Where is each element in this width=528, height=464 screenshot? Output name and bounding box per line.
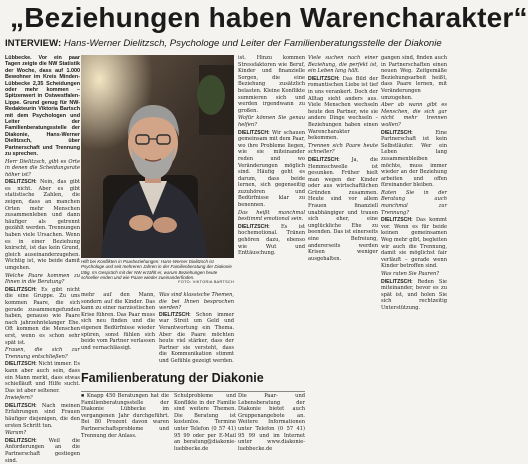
box-divider	[81, 391, 305, 392]
col6-answer-1: DIELITZSCH: Das Bild der romantischen Liebe ist tief in uns verankert. Doch der Alltag sieht anders aus. Viele Menschen wechseln heute den Partner, wie sie andere Dinge wechseln – Beziehungen haben einen Warencharakter bekommen.	[308, 75, 379, 142]
col7-answer-2: DIELITZSCH: Das kommt vor. Wenn es für beide keinen gemeinsamen Weg mehr gibt, begleiten wir auch die Trennung, damit sie möglichst fair verläuft – gerade wenn Kinder betroffen sind.	[381, 217, 448, 270]
column-7	[381, 55, 447, 460]
answer-mid: DIELITZSCH: Schon immer war Streit um Geld und Verantwortung ein Thema. Aber die Paare möchten heute viel stärker, dass der Partner sie versteht, dass die Kommunikation stimmt und Gefühle gezeigt werden.	[159, 311, 234, 364]
col5-answer-1: DIELITZSCH: Wir schauen gemeinsam mit dem Paar, wo ihre Probleme liegen, wie sie miteinander reden und wo Veränderungen möglich sind. Häufig geht es darum, dass beide lernen, sich gegenseitig zuzuhören und Bedürfnisse klar zu benennen.	[238, 129, 305, 209]
col7-answer-3: DIELITZSCH: Reden Sie miteinander, bevor es zu spät ist, und holen Sie sich rechtzeitig Unterstützung.	[381, 278, 447, 311]
col6-question-1: Viele suchen nach einer Beziehung, die perfekt ist, ein Leben lang hält.	[308, 55, 378, 75]
question-mid: Was sind klassische Themen, die bei Ihnen besprochen werden?	[159, 292, 234, 312]
subline-text: Hans-Werner Dielitzsch, Psychologe und Leiter der Familienberatungsstelle der Diakonie	[63, 38, 442, 49]
photo-credit: FOTO: VIKTORIA BARTSCH	[178, 280, 234, 285]
col7-answer-0: gangen sind, finden auch in Partnerschaften einen neuen Weg. Zeitgemäße Beziehungsarbeit heißt, dass Paare lernen, mit Veränderungen umzugehen.	[381, 55, 447, 101]
subline	[5, 37, 447, 51]
caption-text: Hilft bei Konflikten in Paarbeziehungen: Hans-Werner Dielitzsch ist Psychologe und seit mehreren Jahren in der Familienberatung der Diakonie tätig. Im Gespräch mit der NW erzählt er, warum Beziehungen heute schneller enden und wie Paare wieder zueinanderfinden.	[81, 259, 232, 280]
col5-question-1: Wofür können Sie genau helfen?	[238, 115, 305, 128]
answer-2: DIELITZSCH: Es gibt nicht die eine Gruppe. Zu uns kommen Paare, die sich gerade zusammengefunden haben, genauso wie Paare nach jahrzehntelanger Ehe. Oft kommen die Menschen erst, wenn es schon sehr spät ist.	[5, 286, 81, 346]
col6-question-2: Trennen sich Paare heute schneller?	[308, 142, 378, 156]
column-3	[159, 292, 234, 365]
bullet-icon: ■	[81, 393, 87, 399]
column-6	[308, 55, 378, 460]
column-5	[238, 55, 305, 361]
info-box-column-3: Die Paar- und Lebensberatung der Diakonie bietet auch Gruppenangebote an. Weitere Informationen unter Telefon (0 57 41) 95 99 und im Internet unter www.diakonie-luebbecke.de	[238, 393, 305, 452]
col5-answer-2: DIELITZSCH: Es ist hochemotional. Tränen gehören dazu, ebenso wie Wut und Enttäuschung.	[238, 223, 305, 257]
answer-3: DIELITZSCH: Nicht immer. Es kann aber auch sein, dass ein Mann merkt, dass etwas schiefläuft und Hilfe sucht. Das ist aber seltener.	[5, 361, 81, 394]
box-heading: Familienberatung der Diakonie	[81, 371, 264, 385]
middle-text-block	[81, 292, 234, 366]
answer-4: DIELITZSCH: Nach meinen Erfahrungen sind Frauen häufiger diejenigen, die den ersten Schritt tun.	[5, 402, 80, 429]
col5-question-2: Das heißt manchmal bestimmt emotional sein.	[238, 209, 305, 223]
info-box-column-2: Schulprobleme und Konflikte in der Familie sind weitere Themen. Die Beratung ist kostenlos. Termine unter Telefon (0 57 41) 95 99 oder per E-Mail an beratung@diakonie-luebbecke.de	[174, 393, 236, 452]
column-2: mehr auf den Mann, sondern auf die Kinder. Das kann zu einer narzisstischen Krise führen. Das Paar muss sich neu finden und die eigenen Bedürfnisse wieder spüren, sonst fühlen sich beide vom Partner verlassen und vernachlässigt.	[81, 292, 155, 351]
col7-question-1: Aber ab wann gibt es Menschen, die sich gar nicht mehr trennen wollen?	[381, 102, 447, 128]
photo-caption	[81, 259, 234, 291]
col7-answer-1: DIELITZSCH: Eine Partnerschaft ist kein Selbstläufer. Wer ein Leben lang zusammenbleiben möchte, muss immer wieder an der Beziehung arbeiten und offen füreinander bleiben.	[381, 129, 447, 189]
info-box-column-1	[81, 393, 169, 461]
question-2: Welche Paare kommen zu Ihnen in die Beratung?	[5, 272, 80, 286]
column-1	[5, 55, 80, 462]
question-3: Frauen, die sich zur Trennung entschließen?	[5, 347, 80, 360]
question-1: Herr Dielitzsch, gibt es Orte in denen die Scheidungsrate höher ist?	[5, 158, 80, 178]
answer-5: DIELITZSCH: Weil die Anforderungen an die Partnerschaft gestiegen sind.	[5, 437, 80, 464]
question-5: Warum?	[5, 430, 27, 437]
portrait-photo	[81, 55, 234, 258]
lead-paragraph: Lübbecke. Vor ein paar Tagen zeigte die NW Statistik der Woche, dass auf 1.000 Bewohner im Kreis Minden-Lübbecke 2,35 Scheidungen oder mehr kommen – Spitzenwert in Ostwestfalen-Lippe. Grund genug für NW-Redakteurin Viktoria Bartsch mit dem Psychologen und Leiter der Familienberatungsstelle der Diakonie, Hans-Werner Dielitzsch, über Partnerschaft und Trennung zu sprechen.	[5, 55, 80, 158]
question-4: Inwiefern?	[5, 395, 33, 402]
col5-answer-0: ist. Hinzu kommen Stressfaktoren wie Beruf, Kinder und finanzielle Sorgen, die eine Beziehung zusätzlich belasten. Kleine Konflikte summieren sich und werden irgendwann zu großen.	[238, 55, 305, 114]
subline-label: INTERVIEW:	[5, 38, 62, 49]
col6-answer-2: DIELITZSCH: Ja, die Hemmschwelle ist gesunken. Früher hielt man wegen der Kinder oder aus wirtschaftlichen Gründen zusammen. Heute sind vor allem Frauen finanziell unabhängiger und trauen sich eher, eine unglückliche Ehe zu beenden. Das ist einerseits eine Befreiung, andererseits werden Krisen weniger ausgehalten.	[308, 156, 378, 262]
answer-1: DIELITZSCH: Nein, das gibt es nicht. Aber es gibt statistische Zahlen, die zeigen, dass an manchen Orten mehr Menschen zusammenleben und dann häufiger als getrennt gezählt werden. Trennungen haben viele Ursachen. Wenn es in einer Beziehung knirscht, ist das kein Grund, gleich auseinanderzugehen. Wichtig ist, wie beide damit umgehen.	[5, 179, 80, 271]
info-box-text-1: Knapp 450 Beratungen hat die Familienberatungsstelle der Diakonie Lübbecke im vergangenen Jahr durchgeführt. Bei 80 Prozent davon waren Partnerschaftsprobleme und Trennung der Anlass.	[81, 393, 169, 439]
headline: „Beziehungen haben Warencharakter“	[10, 2, 528, 33]
col7-question-3: Was raten Sie Paaren?	[381, 271, 439, 277]
col7-question-2: Raten Sie in der Beratung auch manchmal zur Trennung?	[381, 189, 447, 216]
